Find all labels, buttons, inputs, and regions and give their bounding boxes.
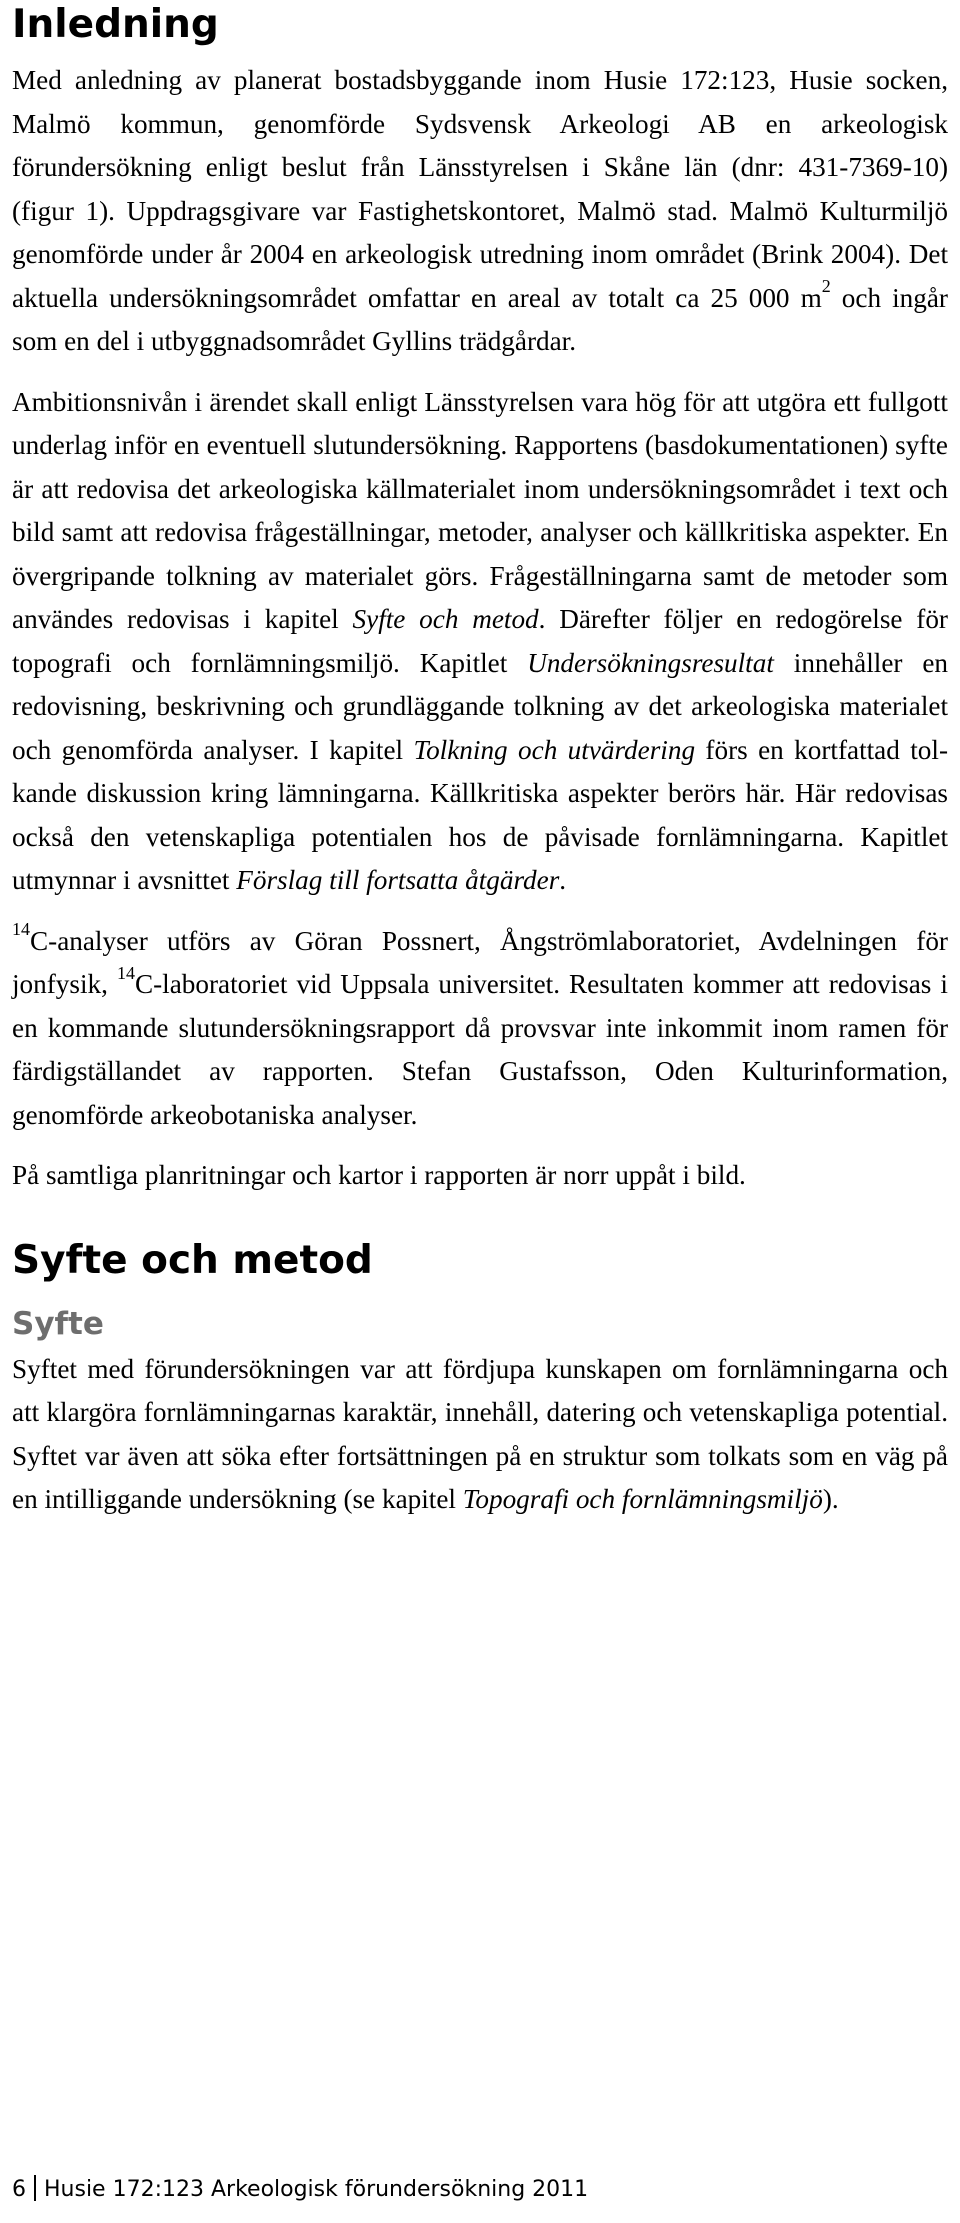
paragraph-text: Ambitionsnivån i ärendet skall enligt Länsstyrelsen vara hög för att utgöra ett fullgott underlag inför en eventuell slutundersökning. Rapportens (basdokumentationen) syfte är att redovisa det arkeologiska källmaterialet inom undersökningsområdet i text och bild samt att redovisa frågeställningar, metoder, analyser och källkritiska aspekter. En övergripande tolkning av materialet görs. Frågeställningarna samt de metoder som användes redovisas i kapitel [12, 386, 948, 634]
document-page [12, 0, 948, 1539]
footer-title: Husie 172:123 Arkeologisk förundersökning 2011 [44, 2177, 589, 2202]
page-footer [12, 2175, 588, 2204]
paragraph-text: . [559, 865, 567, 895]
superscript-square: 2 [821, 276, 831, 297]
paragraph-intro-3 [12, 920, 948, 1138]
paragraph-intro-2 [12, 381, 948, 903]
chapter-ref-forslag: Förslag till fortsatta åtgärder [236, 865, 560, 895]
paragraph-text: ). [822, 1484, 839, 1514]
footer-divider [34, 2175, 36, 2201]
paragraph-intro-1 [12, 59, 948, 364]
paragraph-intro-4: På samtliga planritningar och kartor i rapporten är norr uppåt i bild. [12, 1160, 746, 1190]
chapter-ref-undersokningsresultat: Undersökningsresultat [527, 647, 774, 678]
chapter-ref-syfte-och-metod: Syfte och metod [352, 604, 539, 634]
subheading-syfte: Syfte [12, 1305, 104, 1342]
paragraph-text: innehåller en redovisning, beskrivning och grundläggande tolkning av det arkeologiska materialet och genomförda analyser. I kapitel [12, 647, 949, 765]
paragraph-text: . Därefter följer en redogörelse för topografi och fornlämningsmiljö. Kapitlet [12, 604, 948, 678]
page-number: 6 [12, 2177, 26, 2202]
heading-syfte-och-metod: Syfte och metod [12, 1237, 373, 1283]
paragraph-text: C-laboratoriet vid Uppsala universitet. Resultaten kommer att redovisas i en kommande slutundersökningsrapport då provsvar inte inkommit inom ramen för färdigställandet av rapporten. Stefan Gustafsson, Oden Kulturinformation, genomförde arkeobotaniska analyser. [12, 969, 948, 1130]
paragraph-syfte-1 [12, 1348, 948, 1522]
paragraph-text: Syftet med förundersökningen var att fördjupa kunskapen om fornlämningarna och att klargöra fornlämningarnas karaktär, innehåll, datering och vetenskapliga potential. Syftet var även att söka efter fortsättningen på en struktur som tolkats som en väg på en intilliggande undersökning (se kapitel [12, 1353, 948, 1514]
chapter-ref-tolkning: Tolkning och utvärdering [413, 734, 696, 765]
paragraph-text: förs en kortfattad tolkande diskussion kring lämningarna. Källkritiska aspekter berörs här. Här redovisas också den vetenskapliga potentialen hos de påvisade fornlämningarna. Kapitlet utmynnar i avsnittet [12, 734, 948, 895]
heading-inledning: Inledning [12, 2, 219, 47]
superscript-14: 14 [12, 919, 30, 940]
superscript-14: 14 [116, 962, 135, 983]
paragraph-text: och ingår som en del i utbyggnadsområdet Gyllins trädgårdar. [12, 282, 948, 356]
paragraph-text: C-analyser utförs av Göran Possnert, Ångströmlaboratoriet, Avdelningen för jonfysik, [12, 925, 948, 999]
chapter-ref-topografi: Topografi och fornlämningsmiljö [462, 1484, 823, 1514]
paragraph-text: Med anledning av planerat bostadsbyggande inom Husie 172:123, Husie socken, Malmö kommun, genomförde Sydsvensk Arkeologi AB en arkeologisk förundersökning enligt beslut från Länsstyrelsen i Skåne län (dnr: 431-7369-10) (figur 1). Uppdragsgivare var Fastighetskontoret, Malmö stad. Malmö Kulturmiljö genomförde under år 2004 en arkeologisk utredning inom området (Brink 2004). Det aktuella undersökningsområdet omfattar en areal av totalt ca 25 000 m [12, 65, 948, 313]
